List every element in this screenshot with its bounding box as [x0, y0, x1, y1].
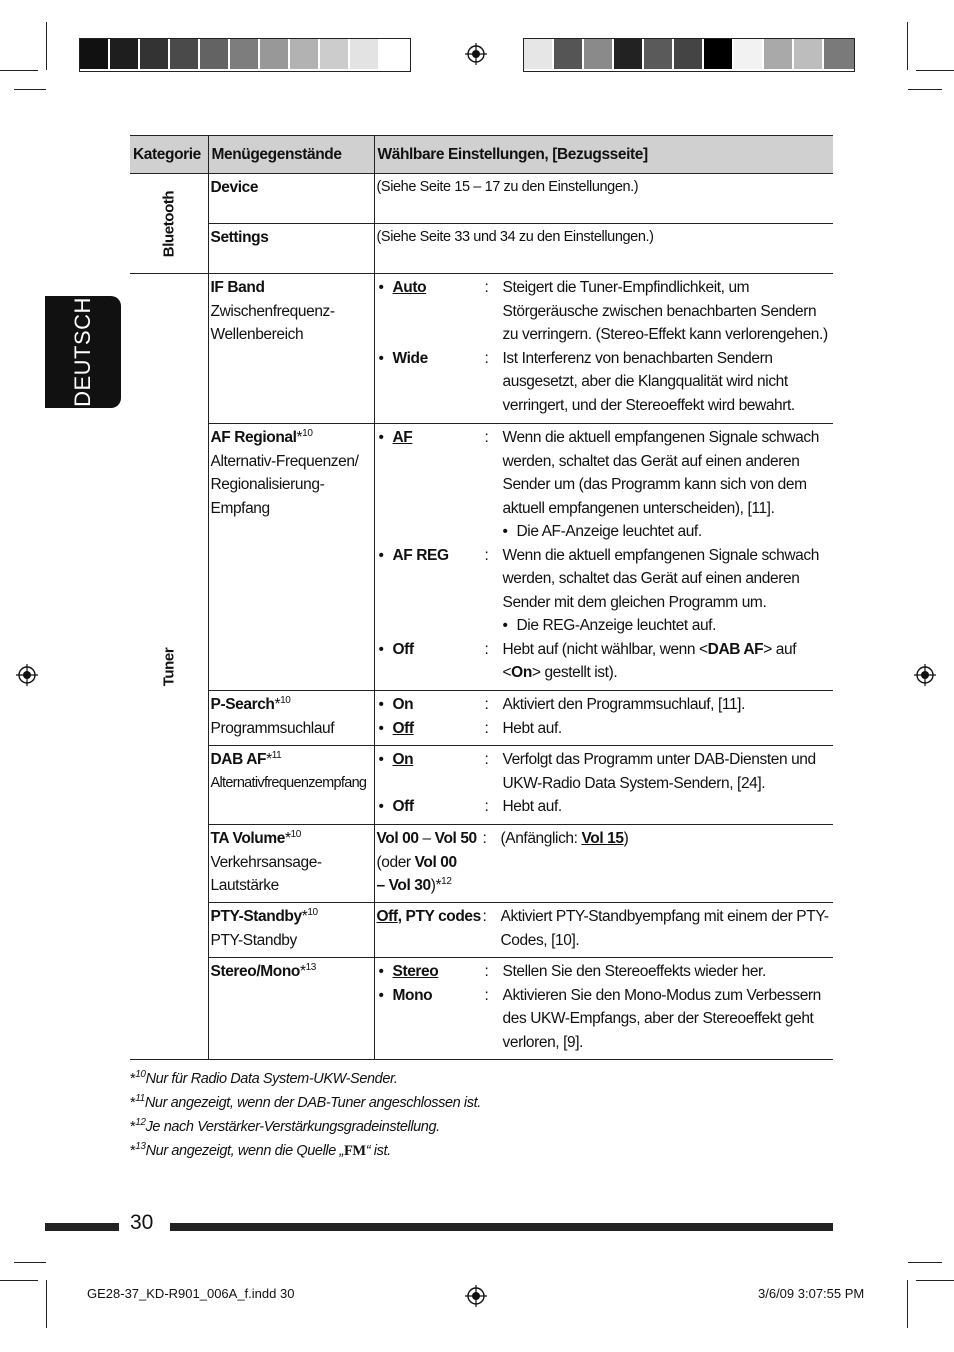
- option-wide: Wide: [392, 349, 428, 367]
- option-off-desc: Hebt auf.: [502, 719, 562, 737]
- option-row: • On : Aktiviert den Programmsuchlauf, [11].: [377, 693, 832, 717]
- option-stereo-desc: Stellen Sie den Stereoeffekts wieder her.: [502, 963, 766, 980]
- color-swatch: [794, 39, 824, 69]
- option-off: Off: [392, 719, 414, 737]
- option-stereo: Stereo: [392, 963, 439, 980]
- footnote: *$^{11}$Nur angezeigt, wenn der DAB-Tuner angeschlossen ist.: [130, 1093, 481, 1111]
- color-swatch: [290, 39, 320, 69]
- item-dab-af: DAB AF: [210, 751, 267, 768]
- volume-range: Vol 00 – Vol 50 (oder Vol 00 – Vol 30)*$^{12}$: [376, 830, 477, 894]
- footnote-ref: 11: [271, 749, 282, 761]
- option-on-desc: Verfolgt das Programm unter DAB-Diensten und UKW-Radio Data System-Sendern, [24].: [502, 751, 816, 792]
- color-swatch: [170, 39, 200, 69]
- volume-desc: (Anfänglich: Vol 15): [500, 830, 629, 847]
- option-row: Vol 00 – Vol 50 (oder Vol 00 – Vol 30)*$^{12}$ : (Anfänglich: Vol 15): [377, 827, 832, 898]
- pty-options: Off, PTY codes: [376, 908, 481, 925]
- color-swatch: [584, 39, 614, 69]
- crop-mark: [908, 89, 942, 90]
- footnote-mark: *: [301, 908, 308, 925]
- color-swatch: [644, 39, 674, 69]
- color-swatch: [80, 39, 110, 69]
- registration-mark-icon: [465, 43, 487, 65]
- language-tab-label: DEUTSCH: [70, 297, 95, 407]
- option-note: • Die AF-Anzeige leuchtet auf.: [377, 520, 832, 544]
- option-off: Off: [392, 798, 414, 815]
- crop-mark: [0, 1280, 38, 1281]
- option-row: • Wide : Ist Interferenz von benachbarten Sendern ausgesetzt, aber die Klangqualität wird nicht verringert, und der Stereoeffekt wird bewahrt.: [377, 347, 832, 418]
- item-pty-standby: PTY-Standby: [210, 908, 302, 925]
- crop-mark: [916, 1280, 954, 1281]
- footnote: *$^{10}$Nur für Radio Data System-UKW-Sender.: [130, 1069, 398, 1087]
- table-row: [130, 825, 833, 903]
- item-p-search-sub: Programmsuchlauf: [210, 719, 335, 737]
- color-swatch: [524, 39, 554, 69]
- option-on: On: [392, 696, 414, 713]
- option-wide-desc: Ist Interferenz von benachbarten Sendern ausgesetzt, aber die Klangqualität wird nicht verringert, und der Stereoeffekt wird bewahrt.: [502, 349, 795, 414]
- option-off-desc: Hebt auf (nicht wählbar, wenn <DAB AF> auf <On> gestellt ist).: [502, 640, 797, 681]
- settings-description: (Siehe Seite 33 und 34 zu den Einstellungen.): [376, 229, 654, 245]
- crop-mark: [0, 70, 38, 71]
- color-swatch: [110, 39, 140, 69]
- footnote-mark: *: [274, 696, 281, 713]
- table-row: [130, 958, 833, 1060]
- table-row: [130, 903, 833, 958]
- item-if-band: IF Band: [210, 279, 265, 296]
- option-row: • AF REG : Wenn die aktuell empfangenen Signale schwach werden, schaltet das Gerät auf einen anderen Sender mit dem gleichen Programm um.: [377, 544, 832, 615]
- footnote-mark: *: [284, 830, 291, 847]
- crop-mark: [46, 22, 47, 70]
- color-swatch: [824, 39, 854, 69]
- option-af-reg: AF REG: [392, 546, 449, 564]
- color-swatch: [614, 39, 644, 69]
- item-ta-volume: TA Volume: [210, 830, 285, 847]
- option-row: • Mono : Aktivieren Sie den Mono-Modus zum Verbessern des UKW-Empfangs, aber der Stereoeffekt geht verloren, [9].: [377, 984, 832, 1055]
- category-cell-bluetooth: [130, 174, 208, 274]
- option-af-reg-desc: Wenn die aktuell empfangenen Signale schwach werden, schaltet das Gerät auf einen anderen Sender mit dem gleichen Programm um.: [502, 546, 819, 611]
- color-swatch: [764, 39, 794, 69]
- item-settings: Settings: [210, 229, 269, 246]
- color-swatch: [320, 39, 350, 69]
- imprint-file: GE28-37_KD-R901_006A_f.indd 30: [87, 1286, 295, 1301]
- footnote-ref: 10: [302, 427, 313, 439]
- category-label-tuner: Tuner: [160, 647, 177, 687]
- footnote-ref: 13: [305, 961, 316, 973]
- color-swatch: [554, 39, 584, 69]
- item-dab-af-sub: Alternativfrequenzempfang: [210, 774, 367, 791]
- item-af-regional-sub: Alternativ-Frequenzen/: [210, 452, 359, 470]
- option-on-desc: Aktiviert den Programmsuchlauf, [11].: [502, 696, 745, 713]
- option-af: AF: [392, 429, 413, 446]
- registration-mark-icon: [465, 1285, 487, 1307]
- option-auto: Auto: [392, 279, 427, 296]
- footnote-ref: 10: [280, 694, 291, 706]
- pty-desc: Aktiviert PTY-Standbyempfang mit einem der PTY-Codes, [10].: [500, 908, 829, 949]
- item-ta-volume-sub: Lautstärke: [210, 877, 279, 894]
- color-swatch: [734, 39, 764, 69]
- item-if-band-sub: Wellenbereich: [210, 326, 304, 343]
- footnote: *$^{12}$Je nach Verstärker-Verstärkungsgradeinstellung.: [130, 1117, 440, 1135]
- footnote: *$^{13}$Nur angezeigt, wenn die Quelle „FM“ ist.: [130, 1141, 391, 1159]
- option-off: Off: [392, 640, 414, 658]
- item-pty-standby-sub: PTY-Standby: [210, 931, 297, 949]
- option-mono-desc: Aktivieren Sie den Mono-Modus zum Verbessern des UKW-Empfangs, aber der Stereoeffekt geht verloren, [9].: [502, 986, 821, 1051]
- option-note: • Die REG-Anzeige leuchtet auf.: [377, 614, 832, 638]
- crop-mark: [916, 70, 954, 71]
- imprint-date: 3/6/09 3:07:55 PM: [758, 1286, 865, 1301]
- item-af-regional: AF Regional: [210, 429, 297, 446]
- table-row: [130, 174, 833, 224]
- color-bar-left: [79, 38, 411, 72]
- option-auto-desc: Steigert die Tuner-Empfindlichkeit, um Störgeräusche zwischen benachbarten Sendern zu verringern. (Stereo-Effekt kann verlorengehen.): [502, 279, 828, 343]
- footnote-mark: *: [296, 429, 303, 446]
- item-device: Device: [210, 179, 259, 196]
- header-category: Kategorie: [130, 136, 208, 174]
- option-row: • Off : Hebt auf (nicht wählbar, wenn <DAB AF> auf <On> gestellt ist).: [377, 638, 832, 685]
- language-tab: [45, 296, 121, 408]
- option-row: • Off : Hebt auf.: [377, 795, 832, 819]
- color-swatch: [140, 39, 170, 69]
- option-row: • On : Verfolgt das Programm unter DAB-Diensten und UKW-Radio Data System-Sendern, [24].: [377, 748, 832, 795]
- item-if-band-sub: Zwischenfrequenz-: [210, 302, 335, 320]
- item-af-regional-sub: Empfang: [210, 499, 270, 517]
- table-row: [130, 691, 833, 746]
- crop-mark: [907, 1280, 908, 1328]
- table-row: [130, 746, 833, 825]
- header-menu-items: Menügegenstände: [208, 136, 374, 174]
- footnote-mark: *: [266, 751, 272, 768]
- device-description: (Siehe Seite 15 – 17 zu den Einstellungen.): [376, 179, 639, 195]
- crop-mark: [14, 89, 46, 90]
- color-swatch: [200, 39, 230, 69]
- crop-mark: [908, 1262, 942, 1263]
- crop-mark: [907, 22, 908, 70]
- option-af-reg-note: Die REG-Anzeige leuchtet auf.: [516, 617, 716, 634]
- table-row: [130, 224, 833, 274]
- crop-mark: [46, 1280, 47, 1328]
- registration-mark-icon: [16, 664, 38, 686]
- color-bar-right: [523, 38, 855, 72]
- option-row: Off, PTY codes : Aktiviert PTY-Standbyempfang mit einem der PTY-Codes, [10].: [377, 905, 832, 952]
- footnote-ref: 10: [290, 828, 301, 840]
- item-af-regional-sub: Regionalisierung-: [210, 476, 325, 493]
- item-stereo-mono: Stereo/Mono: [210, 963, 300, 980]
- option-row: • Off : Hebt auf.: [377, 717, 832, 741]
- option-row: • Auto : Steigert die Tuner-Empfindlichkeit, um Störgeräusche zwischen benachbarten Sendern zu verringern. (Stereo-Effekt kann verlorengehen.): [377, 276, 832, 347]
- category-label-bluetooth: Bluetooth: [160, 190, 177, 258]
- option-af-note: Die AF-Anzeige leuchtet auf.: [516, 523, 702, 540]
- option-row: • Stereo : Stellen Sie den Stereoeffekts wieder her.: [377, 960, 832, 984]
- option-row: • AF : Wenn die aktuell empfangenen Signale schwach werden, schaltet das Gerät auf einen anderen Sender um (das Programm kann sich von dem aktuell empfangenen unterscheiden), [11].: [377, 426, 832, 520]
- color-swatch: [704, 39, 734, 69]
- page-bar-left: [45, 1223, 119, 1231]
- color-swatch: [380, 39, 410, 69]
- item-p-search: P-Search: [210, 696, 275, 713]
- color-swatch: [260, 39, 290, 69]
- crop-mark: [14, 1262, 46, 1263]
- page-bar-right: [170, 1223, 833, 1231]
- color-swatch: [230, 39, 260, 69]
- footnote-ref: 10: [307, 906, 318, 918]
- item-ta-volume-sub: Verkehrsansage-: [210, 853, 322, 871]
- footnote-mark: *: [299, 963, 306, 980]
- color-swatch: [674, 39, 704, 69]
- option-mono: Mono: [392, 986, 433, 1004]
- registration-mark-icon: [914, 664, 936, 686]
- option-off-desc: Hebt auf.: [502, 798, 562, 815]
- page-number: 30: [130, 1211, 154, 1234]
- color-swatch: [350, 39, 380, 69]
- option-on: On: [392, 751, 414, 768]
- category-cell-tuner: [130, 274, 208, 1060]
- table-header-row: [130, 136, 833, 174]
- table-row: [130, 274, 833, 424]
- option-af-desc: Wenn die aktuell empfangenen Signale schwach werden, schaltet das Gerät auf einen anderen Sender um (das Programm kann sich von dem aktuell empfangenen unterscheiden), [11].: [502, 429, 819, 517]
- settings-table: [130, 135, 833, 1060]
- header-settings: Wählbare Einstellungen, [Bezugsseite]: [374, 136, 833, 174]
- table-row: [130, 424, 833, 691]
